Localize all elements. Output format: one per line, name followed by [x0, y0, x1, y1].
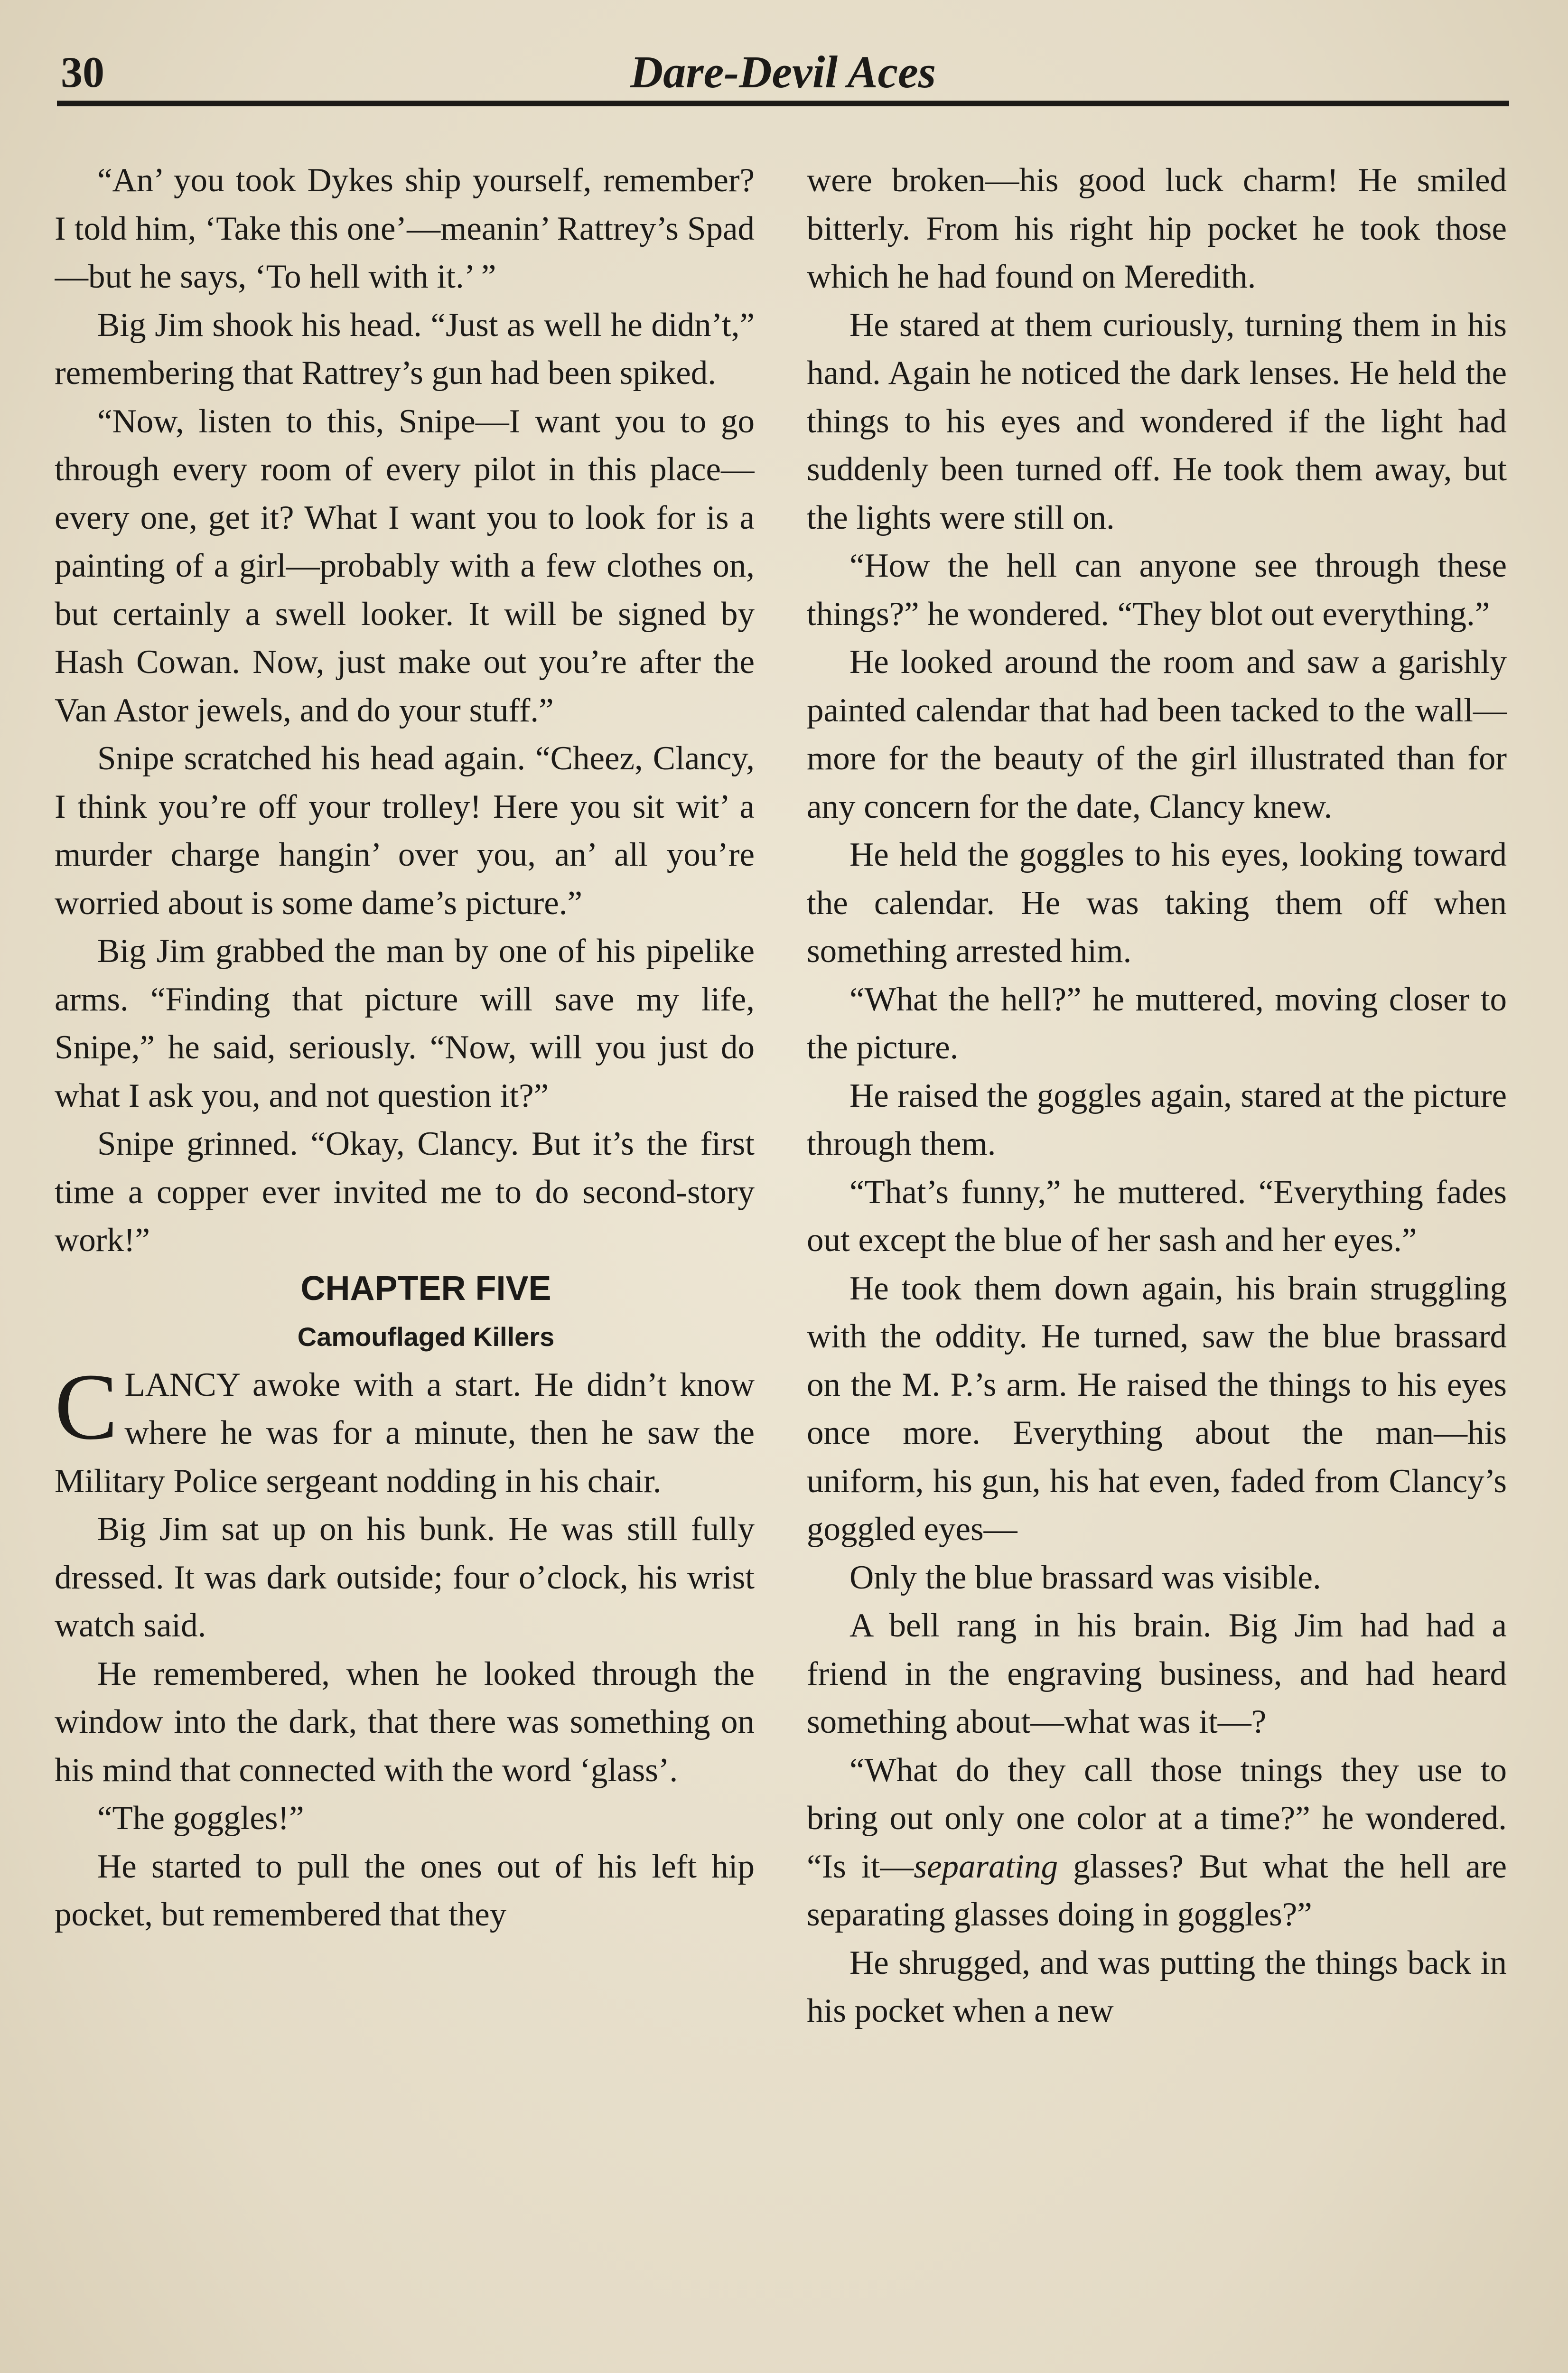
paragraph: Only the blue brassard was visible. [849, 1559, 1321, 1596]
continued-paragraph: were broken—his good luck charm! He smiled bitterly. From his right hip pocket he took those which he had found on Meredith. [807, 162, 1507, 295]
text-run: glasses? But what the hell are separating glasses doing in goggles?” [807, 1848, 1507, 1933]
paragraph: Big Jim grabbed the man by one of his pipelike arms. “Finding that picture will save my life, Snipe,” he said, seriously. “Now, will you just do what I ask you, and not question it?” [55, 933, 755, 1114]
paragraph: A bell rang in his brain. Big Jim had had a friend in the engraving business, and had heard something about—what was it—? [807, 1607, 1507, 1740]
paragraph: He shrugged, and was putting the things back in his pocket when a new [807, 1944, 1507, 2029]
text-run: “What do they call those tnings they use to bring out only one color at a time?” he wondered. “Is it— [807, 1751, 1507, 1885]
paragraph: “Now, listen to this, Snipe—I want you to go through every room of every pilot in this place—every one, get it? What I want you to look for is a painting of a girl—probably with a few clothes on, but certainly a swell looker. It will be signed by Hash Cowan. Now, just make out you’re after the Van Astor jewels, and do your stuff.” [55, 402, 755, 729]
paragraph: He took them down again, his brain struggling with the oddity. He turned, saw the blue brassard on the M. P.’s arm. He raised the things to his eyes once more. Everything about the man—his uniform, his gun, his hat even, faded from Clancy’s goggled eyes— [807, 1270, 1507, 1548]
paragraph: He started to pull the ones out of his left hip pocket, but remembered that they [55, 1848, 755, 1933]
paragraph: He held the goggles to his eyes, looking toward the calendar. He was taking them off when something arrested him. [807, 836, 1507, 970]
paragraph: Big Jim shook his head. “Just as well he didn’t,” remembering that Rattrey’s gun had been spiked. [55, 306, 755, 392]
page-header [57, 44, 1509, 101]
paragraph: He remembered, when he looked through the window into the dark, that there was something on his mind that connected with the word ‘glass’. [55, 1655, 755, 1789]
paragraph: He looked around the room and saw a garishly painted calendar that had been tacked to the wall—more for the beauty of the girl illustrated than for any concern for the date, Clancy knew. [807, 644, 1507, 825]
paragraph: Big Jim sat up on his bunk. He was still fully dressed. It was dark outside; four o’clock, his wrist watch said. [55, 1511, 755, 1644]
paragraph: “What the hell?” he muttered, moving closer to the picture. [807, 981, 1507, 1066]
left-column [55, 157, 755, 2373]
magazine-title: Dare-Devil Aces [630, 47, 936, 97]
italic-word: separating [914, 1848, 1058, 1885]
paragraph [807, 1747, 1507, 1939]
opening-paragraph [55, 1354, 755, 1506]
page-number: 30 [61, 48, 104, 96]
paragraph: Snipe scratched his head again. “Cheez, Clancy, I think you’re off your trolley! Here you sit wit’ a murder charge hangin’ over you, an’ all you’re worried about is some dame’s picture.” [55, 740, 755, 922]
paragraph: Snipe grinned. “Okay, Clancy. But it’s the first time a copper ever invited me to do second-story work!” [55, 1125, 755, 1259]
header-rule [57, 101, 1509, 106]
chapter-subtitle: Camouflaged Killers [297, 1322, 555, 1352]
paragraph: “The goggles!” [97, 1800, 304, 1837]
paragraph: He stared at them curiously, turning them in his hand. Again he noticed the dark lenses. He held the things to his eyes and wondered if the light had suddenly been turned off. He took them away, but the lights were still on. [807, 306, 1507, 536]
paragraph: “How the hell can anyone see through these things?” he wondered. “They blot out everything.” [807, 547, 1507, 633]
opening-text: LANCY awoke with a start. He didn’t know where he was for a minute, then he saw the Military Police sergeant nodding in his chair. [55, 1366, 755, 1500]
drop-cap: C [55, 1354, 118, 1459]
paragraph: He raised the goggles again, stared at the picture through them. [807, 1077, 1507, 1162]
paragraph: “An’ you took Dykes ship yourself, remember? I told him, ‘Take this one’—meanin’ Rattrey’s Spad—but he says, ‘To hell with it.’ ” [55, 162, 755, 295]
right-column [807, 157, 1507, 2373]
chapter-title: CHAPTER FIVE [300, 1269, 551, 1308]
paragraph: “That’s funny,” he muttered. “Everything fades out except the blue of her sash and her eyes.” [807, 1173, 1507, 1259]
